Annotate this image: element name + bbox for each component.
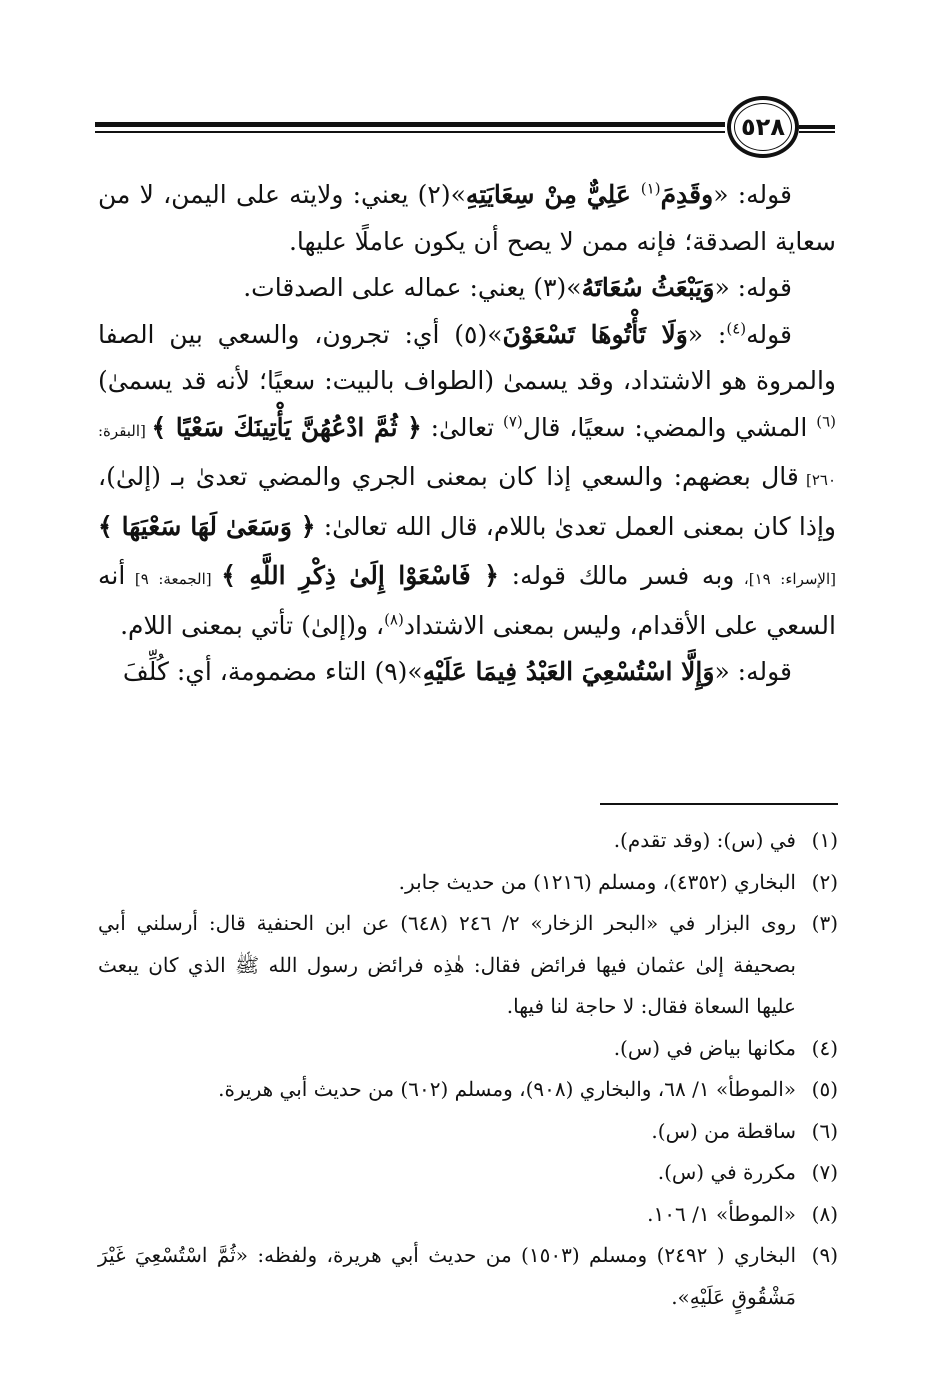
footnote-item bbox=[98, 1235, 838, 1318]
p4-quote: وَإِلَّا اسْتُسْعِيَ العَبْدُ فِيمَا عَلَيْهِ bbox=[422, 657, 715, 686]
header-rule-right bbox=[799, 125, 835, 129]
p3-text-3: تعالىٰ: bbox=[421, 412, 503, 442]
p3-text-6: أنه السعي على الأقدام، وليس بمعنى الاشتداد bbox=[98, 561, 836, 640]
paragraph-2 bbox=[98, 265, 836, 312]
header-rule-thin bbox=[95, 131, 725, 133]
footnote-marker-7: (٧) bbox=[502, 412, 523, 431]
verse-ref-3: [الجمعة: ٩] bbox=[125, 570, 222, 588]
footnote-item bbox=[98, 820, 838, 862]
footnote-item bbox=[98, 1111, 838, 1153]
quran-verse-3: ﴿ فَاسْعَوْا إِلَىٰ ذِكْرِ اللَّهِ ﴾ bbox=[221, 561, 499, 590]
footnote-text: «الموطأ» ١/ ١٠٦. bbox=[647, 1201, 796, 1226]
footnote-number: (١) bbox=[811, 828, 838, 852]
p1-pre: قوله: « bbox=[713, 180, 793, 209]
main-text bbox=[98, 172, 836, 696]
footnote-number: (٨) bbox=[811, 1201, 838, 1226]
footnote-item bbox=[98, 1028, 838, 1070]
p4-text: التاء مضمومة، أي: كُلِّفَ bbox=[122, 657, 375, 686]
footnote-text: البخاري ( ٢٤٩٢) ومسلم (١٥٠٣) من حديث أبي هريرة، ولفظه: «ثُمَّ اسْتُسْعِيَ غَيْرَ مَشْقُوقٍ عَلَيْهِ». bbox=[98, 1243, 797, 1309]
footnote-item bbox=[98, 1069, 838, 1111]
footnote-text: روى البزار في «البحر الزخار» ٢/ ٢٤٦ (٦٤٨) عن ابن الحنفية قال: أرسلني أبي بصحيفة إلىٰ عثمان فيها فرائض فقال: هٰذِه فرائض رسول الله ﷺ الذي كان يبعث عليها السعاة فقال: لا حاجة لنا فيها. bbox=[98, 911, 796, 1018]
footnote-marker-1: (١) bbox=[640, 179, 661, 198]
page-number: ٥٢٨ bbox=[741, 113, 785, 141]
quran-verse-1: ﴿ ثُمَّ ادْعُهُنَّ يَأْتِينَكَ سَعْيًا ﴾ bbox=[151, 412, 422, 442]
footnote-marker-8: (٨) bbox=[384, 610, 404, 629]
footnote-number: (٢) bbox=[811, 869, 838, 894]
footnote-marker-3: »(٣) bbox=[533, 273, 582, 302]
footnote-item bbox=[98, 1152, 838, 1194]
footnote-marker-9: »(٩) bbox=[374, 657, 423, 686]
p1-quote: وقَدِمَ bbox=[660, 180, 714, 209]
paragraph-3 bbox=[98, 312, 836, 650]
footnote-text: مكررة في (س). bbox=[657, 1160, 796, 1184]
paragraph-1 bbox=[98, 172, 836, 265]
footnote-text: ساقطة من (س). bbox=[651, 1118, 796, 1143]
footnote-marker-5: »(٥) bbox=[454, 319, 503, 349]
footnote-item bbox=[98, 903, 838, 1028]
footnotes bbox=[98, 820, 838, 1318]
footnote-marker-4: (٤) bbox=[726, 319, 747, 338]
footnote-number: (٦) bbox=[811, 1118, 838, 1143]
p3-text-4: قال بعضهم: والسعي إذا كان بمعنى الجري والمضي تعدىٰ بـ (إلىٰ)، وإذا كان بمعنى العمل تعدىٰ باللام، قال الله تعالىٰ: bbox=[98, 462, 836, 541]
footnote-item bbox=[98, 1194, 838, 1236]
quran-verse-2: ﴿ وَسَعَىٰ لَهَا سَعْيَهَا ﴾ bbox=[98, 511, 316, 541]
footnote-number: (٥) bbox=[811, 1077, 838, 1101]
p3-pre: قوله bbox=[746, 319, 792, 349]
verse-ref-1: [البقرة: ٢٦٠] bbox=[98, 421, 836, 489]
p3-mid: : « bbox=[687, 319, 727, 349]
p3-text-5: وبه فسر مالك قوله: bbox=[498, 561, 735, 590]
footnote-number: (٧) bbox=[811, 1160, 838, 1184]
p1-quote-2: عَلِيٌّ مِنْ سِعَايَتِهِ bbox=[465, 180, 641, 209]
page-number-badge bbox=[727, 96, 799, 158]
p3-text-1: أي: تجرون، والسعي بين الصفا والمروة هو الاشتداد، وقد يسمىٰ (الطواف بالبيت: سعيًا؛ لأنه قد يسمىٰ) bbox=[98, 319, 836, 395]
p2-text: يعني: عماله على الصدقات. bbox=[243, 273, 534, 302]
header-rule-right-thin bbox=[799, 131, 835, 133]
p2-quote: وَيَبْعَثُ سُعَاتَهُ bbox=[581, 273, 715, 302]
footnote-number: (٩) bbox=[811, 1243, 838, 1267]
p2-pre: قوله: « bbox=[714, 273, 792, 302]
footnote-number: (٤) bbox=[811, 1035, 838, 1060]
footnote-text: البخاري (٤٣٥٢)، ومسلم (١٢١٦) من حديث جابر. bbox=[398, 869, 796, 894]
paragraph-4 bbox=[98, 649, 836, 696]
footnote-text: «الموطأ» ١/ ٦٨، والبخاري (٩٠٨)، ومسلم (٦٠٢) من حديث أبي هريرة. bbox=[218, 1077, 796, 1101]
verse-ref-2: [الإسراء: ١٩]، bbox=[734, 570, 837, 588]
p4-pre: قوله: « bbox=[714, 657, 792, 686]
footnote-text: في (س): (وقد تقدم). bbox=[613, 828, 796, 852]
footnote-separator bbox=[600, 803, 838, 805]
footnote-item bbox=[98, 862, 838, 904]
p3-text-7: ، و(إلىٰ) تأتي بمعنى اللام. bbox=[120, 610, 385, 640]
footnote-number: (٣) bbox=[811, 911, 838, 935]
p1-text: يعني: ولايته على اليمن، لا من سعاية الصدقة؛ فإنه ممن لا يصح أن يكون عاملًا عليها. bbox=[98, 180, 836, 256]
footnote-text: مكانها بياض في (س). bbox=[613, 1035, 796, 1060]
p3-text-2: المشي والمضي: سعيًا، قال bbox=[522, 412, 817, 442]
p3-quote: وَلَا تَأْتُوهَا تَسْعَوْنَ bbox=[502, 319, 688, 349]
footnote-marker-6: (٦) bbox=[816, 412, 836, 431]
footnote-marker-2: »(٢) bbox=[417, 180, 466, 209]
header-rule-thick bbox=[95, 122, 725, 127]
